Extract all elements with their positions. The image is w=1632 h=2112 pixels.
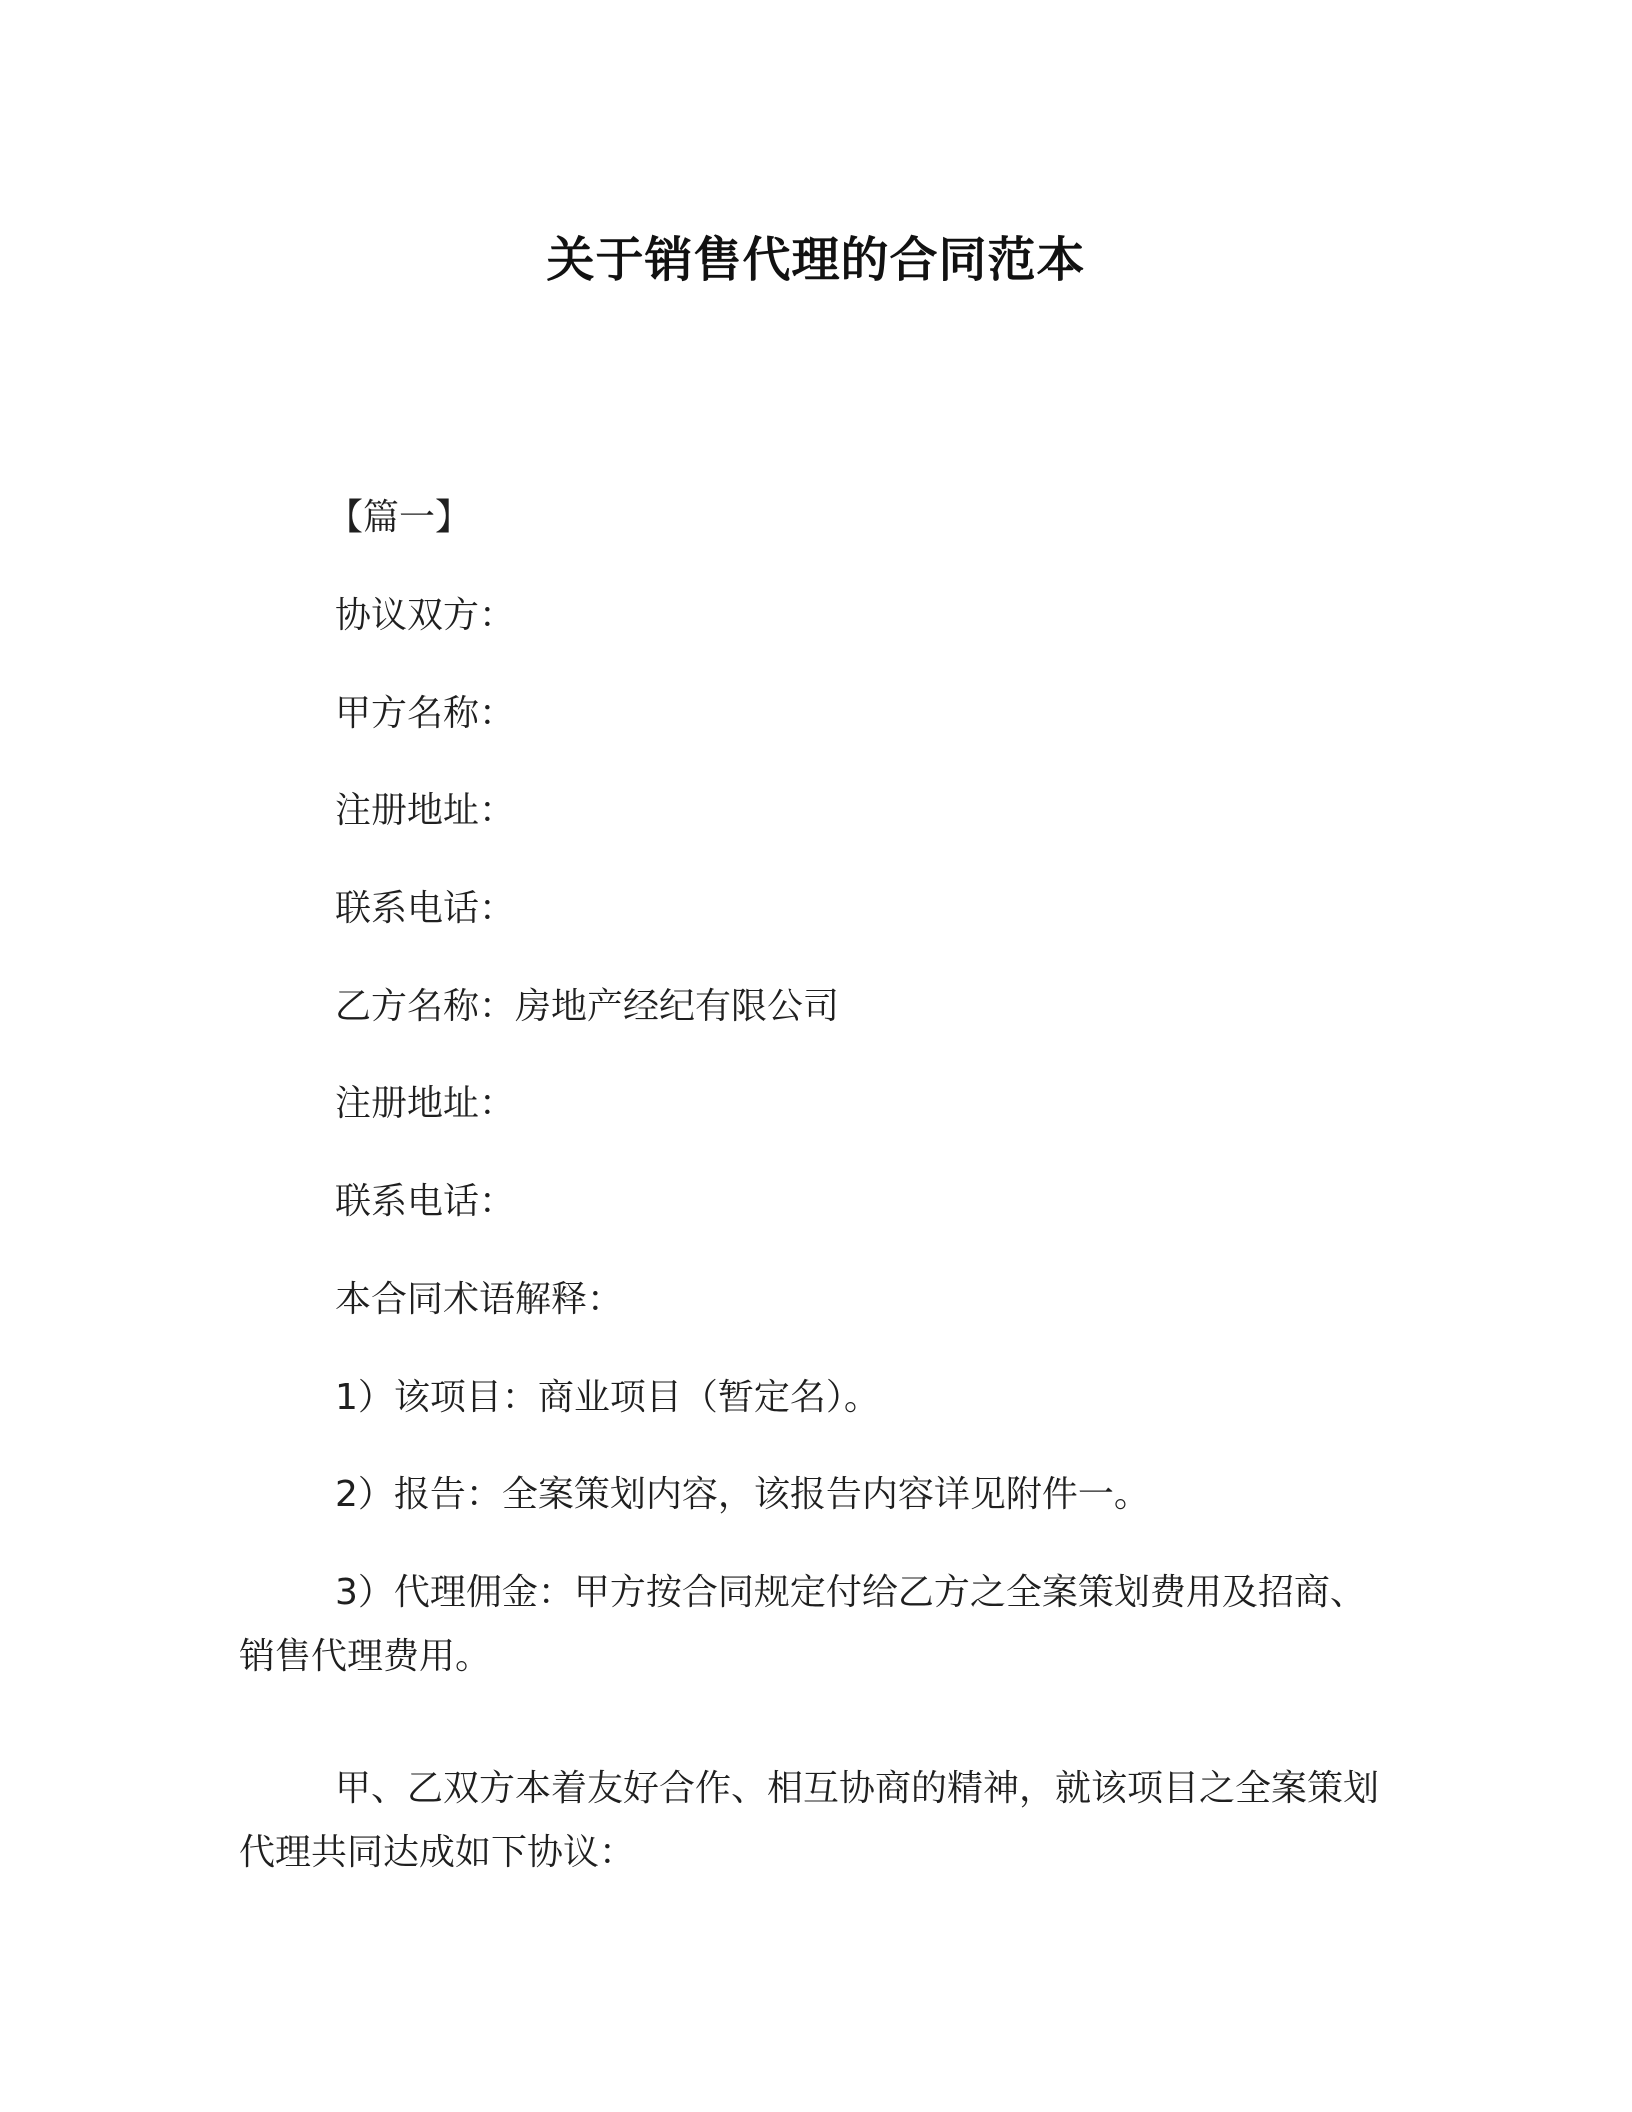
paragraph-agreement-intro: 甲、乙双方本着友好合作、相互协商的精神，就该项目之全案策划代理共同达成如下协议：	[239, 1768, 1380, 1873]
paragraph-party-b-name: 乙方名称：房地产经纪有限公司	[335, 986, 840, 1027]
paragraph-party-b-phone: 联系电话：	[335, 1181, 516, 1222]
paragraph-term-report: 2）报告：全案策划内容，该报告内容详见附件一。	[335, 1474, 1150, 1515]
paragraph-party-a-address: 注册地址：	[335, 790, 516, 831]
document-title: 关于销售代理的合同范本	[546, 232, 1086, 288]
paragraph-term-project: 1）该项目：商业项目（暂定名）。	[335, 1377, 880, 1418]
section-label: 【篇一】	[327, 497, 472, 538]
paragraph-terms-heading: 本合同术语解释：	[335, 1279, 624, 1320]
paragraph-parties: 协议双方：	[335, 595, 516, 636]
paragraph-party-a-name: 甲方名称：	[335, 693, 516, 734]
paragraph-term-commission: 3）代理佣金：甲方按合同规定付给乙方之全案策划费用及招商、销售代理费用。	[239, 1572, 1366, 1677]
paragraph-party-b-address: 注册地址：	[335, 1083, 516, 1124]
paragraph-party-a-phone: 联系电话：	[335, 888, 516, 929]
